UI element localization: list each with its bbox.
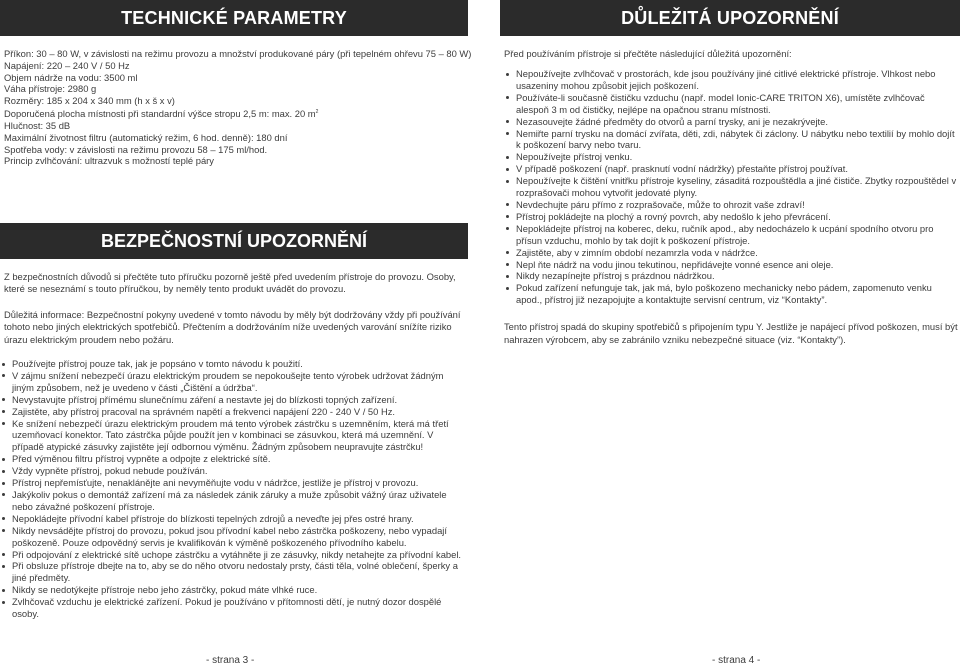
spec-item: Příkon: 30 – 80 W, v závislosti na režimu provozu a množství produkované páry (při tepelném ohřevu 75 – 80 W) <box>4 48 472 59</box>
warnings-bullet-list <box>504 68 960 306</box>
safety-bullet-item: Vždy vypněte přístroj, pokud nebude používán. <box>0 465 462 477</box>
safety-warning-heading: BEZPEČNOSTNÍ UPOZORNĚNÍ <box>0 223 468 259</box>
warning-bullet-item: Přístroj pokládejte na plochý a rovný povrch, aby nedošlo k jeho převrácení. <box>504 211 960 223</box>
spec-item: Objem nádrže na vodu: 3500 ml <box>4 71 138 83</box>
important-warnings-heading: DŮLEŽITÁ UPOZORNĚNÍ <box>500 0 960 36</box>
safety-bullet-item: Zvlhčovač vzduchu je elektrické zařízení. Pokud je používáno v přítomnosti dětí, je nutný dozor dospělé osoby. <box>0 596 462 620</box>
warning-bullet-item: Nepoužívejte přístroj venku. <box>504 151 960 163</box>
spec-item: Hlučnost: 35 dB <box>4 119 71 131</box>
warning-bullet-item: Nikdy nezapínejte přístroj s prázdnou nádržkou. <box>504 270 960 282</box>
area-superscript: 2 <box>315 108 319 115</box>
warning-bullet-item: Nevdechujte páru přímo z rozprašovače, může to ohrozit vaše zdraví! <box>504 199 960 211</box>
safety-bullet-item: Před výměnou filtru přístroj vypněte a odpojte z elektrické sítě. <box>0 453 462 465</box>
safety-bullet-item: Zajistěte, aby přístroj pracoval na správném napětí a frekvenci napájení 220 - 240 V / 50 Hz. <box>0 406 462 418</box>
warning-bullet-item: Nezasouvejte žádné předměty do otvorů a parní trysky, ani je nezakrývejte. <box>504 116 960 128</box>
safety-bullet-item: Nikdy se nedotýkejte přístroje nebo jeho zástrčky, pokud máte vlhké ruce. <box>0 584 462 596</box>
left-page <box>0 0 472 665</box>
warning-bullet-item: Nepoužívejte k čištění vnitřku přístroje kyseliny, zásaditá rozpouštědla a jiné čističe. Zbytky rozpouštědel v rozprašovači mohou vytvořit jedovaté plyny. <box>504 175 960 199</box>
safety-bullet-item: Nikdy nevsádějte přístroj do provozu, pokud jsou přívodní kabel nebo zástrčka poškozeny, nebo vypadají poškozeně. Pouze odpovědný servis je kvalifikován k výměně poškozeného přívodního kabelu. <box>0 525 462 549</box>
spec-item-area <box>4 107 468 120</box>
spec-item: Rozměry: 185 x 204 x 340 mm (h x š x v) <box>4 95 175 107</box>
safety-intro-paragraph: Z bezpečnostních důvodů si přečtěte tuto příručku pozorně ještě před uvedením přístroje do provozu. Osoby, které se neseznámí s touto příručkou, by neměly tento produkt uvádět do provozu. <box>4 271 456 295</box>
technical-parameters-heading: TECHNICKÉ PARAMETRY <box>0 0 468 36</box>
warning-bullet-item: V případě poškození (např. prasknutí vodní nádržky) přestaňte přístroj používat. <box>504 163 960 175</box>
warning-bullet-item: Nepokládejte přístroj na koberec, deku, ručník apod., aby nedocházelo k ucpání spodního otvoru pro přísun vzduchu, mohlo by tak dojít k poškození přístroje. <box>504 223 960 247</box>
warnings-intro: Před používáním přístroje si přečtěte následující důležitá upozornění: <box>504 48 792 59</box>
page-number-left: - strana 3 - <box>206 655 255 665</box>
safety-bullet-list <box>0 358 462 620</box>
spec-area-text: Doporučená plocha místnosti při standardní výšce stropu 2,5 m: max. 20 m <box>4 108 316 120</box>
warning-bullet-item: Nemiřte parní trysku na domácí zvířata, děti, zdi, nábytek či záclony. U nábytku nebo textilií by mohlo dojít k poškození barvy nebo tvaru. <box>504 128 960 152</box>
safety-bullet-item: Nepokládejte přívodní kabel přístroje do blízkosti tepelných zdrojů a neveďte jej přes ostré hrany. <box>0 513 462 525</box>
warning-bullet-item: Nepoužívejte zvlhčovač v prostorách, kde jsou používány jiné citlivé elektrické přístroje. Vlhkost nebo usazeniny mohou způsobit jejich poškození. <box>504 68 960 92</box>
safety-bullet-item: V zájmu snížení nebezpečí úrazu elektrickým proudem se nepokoušejte tento výrobek udržovat žádným jiným způsobem, než je uvedeno v části „Čištění a údržba“. <box>0 370 462 394</box>
safety-bullet-item: Používejte přístroj pouze tak, jak je popsáno v tomto návodu k použití. <box>0 358 462 370</box>
spec-item: Princip zvlhčování: ultrazvuk s možností teplé páry <box>4 155 214 167</box>
spec-item: Váha přístroje: 2980 g <box>4 83 97 95</box>
safety-bullet-item: Při odpojování z elektrické sítě uchope zástrčku a vytáhněte ji ze zásuvky, nikdy netahejte za přívodní kabel. <box>0 549 462 561</box>
safety-bullet-item: Nevystavujte přístroj přímému slunečnímu záření a nestavte jej do blízkosti topných zařízení. <box>0 394 462 406</box>
safety-bullet-item: Jakýkoliv pokus o demontáž zařízení má za následek zánik záruky a muže způsobit vážný úraz uživatele nebo závažné poškození přístroje. <box>0 489 462 513</box>
warning-bullet-item: Používáte-li současně čističku vzduchu (např. model Ionic-CARE TRITON X6), umístěte zvlhčovač alespoň 3 m od čističky, nejlépe na opačnou stranu místnosti. <box>504 92 960 116</box>
spec-item: Spotřeba vody: v závislosti na režimu provozu 58 – 175 ml/hod. <box>4 143 268 155</box>
right-page <box>500 0 960 345</box>
warning-bullet-item: Zajistěte, aby v zimním období nezamrzla voda v nádržce. <box>504 247 960 259</box>
page-number-right: - strana 4 - <box>712 655 761 665</box>
safety-bullet-item: Přístroj nepřemísťujte, nenaklánějte ani nevyměňujte vodu v nádržce, jestliže je přístroj v provozu. <box>0 477 462 489</box>
warning-bullet-item: Pokud zařízení nefunguje tak, jak má, bylo poškozeno mechanicky nebo pádem, zapomenuto venku apod., přístroj již nezapojujte a kontaktujte servisní centrum, viz “Kontakty”. <box>504 282 960 306</box>
spec-list <box>0 48 472 167</box>
safety-bullet-item: Při obsluze přístroje dbejte na to, aby se do něho otvoru nedostaly prsty, části těla, volné oblečení, šperky a jiné předměty. <box>0 560 462 584</box>
spec-item: Napájení: 220 – 240 V / 50 Hz <box>4 59 130 71</box>
appliance-type-paragraph: Tento přístroj spadá do skupiny spotřebičů s připojením typu Y. Jestliže je napájecí přívod poškozen, musí být nahrazen výrobcem, aby se zabránilo vzniku nebezpečné situace (viz. “Kontakty”). <box>504 321 958 345</box>
warning-bullet-item: Nepl ňte nádrž na vodu jinou tekutinou, nepřidávejte vonné esence ani oleje. <box>504 259 960 271</box>
important-info-paragraph: Důležitá informace: Bezpečnostní pokyny uvedené v tomto návodu by měly být dodržovány vždy při používání tohoto nebo jiných elektrických spotřebičů. Přečtením a dodržováním níže uvedených varování snížíte riziko úrazu elektrickým proudem nebo požáru. <box>4 309 461 345</box>
safety-bullet-item: Ke snížení nebezpečí úrazu elektrickým proudem má tento výrobek zástrčku s uzemněním, která má třetí uzemňovací konektor. Tato zástrčka půjde použít jen v kombinaci se zásuvkou, která má uzemnění. V případě atypické zásuvky zajistěte její odbornou výměnu. Žádným způsobem neupravujte zástrčku! <box>0 418 462 454</box>
spec-item: Maximální životnost filtru (automatický režim, 6 hod. denně): 180 dní <box>4 131 288 143</box>
